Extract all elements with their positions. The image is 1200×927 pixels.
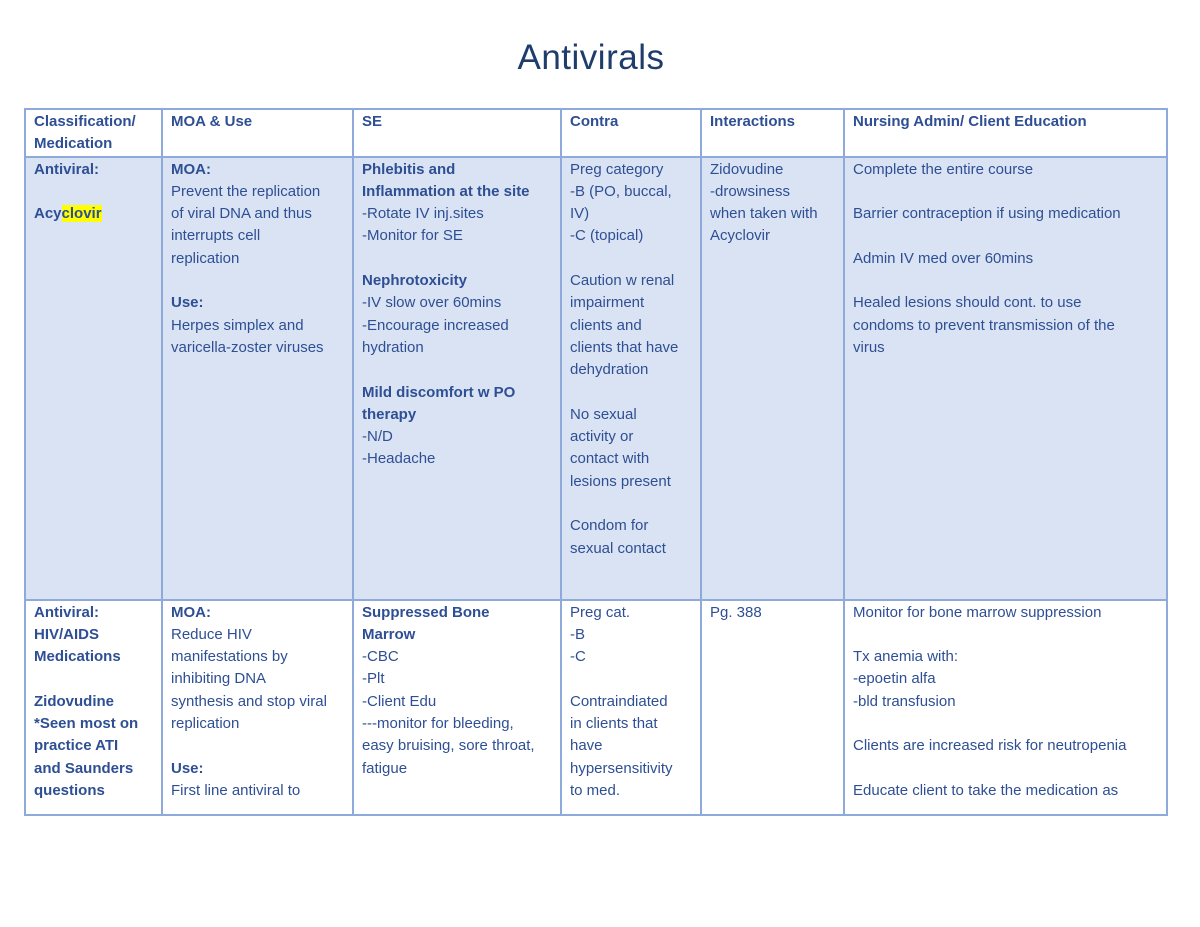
text-line: -N/D: [362, 428, 393, 446]
use-label: Use:: [171, 759, 204, 777]
text-line: -IV slow over 60mins: [362, 294, 502, 312]
text-line: fatigue: [362, 759, 408, 777]
nursing-item: [853, 602, 1159, 624]
header-interactions: Interactions: [701, 109, 844, 157]
header-moa: MOA & Use: [162, 109, 353, 157]
contra-caution: [570, 270, 693, 381]
text-line: Reduce HIV: [171, 625, 252, 643]
cell-nursing: [844, 600, 1167, 815]
text-line: questions: [34, 781, 105, 799]
text-line: dehydration: [570, 361, 649, 379]
classification-label: [34, 602, 154, 669]
header-row: [25, 109, 1167, 157]
use-label: Use:: [171, 294, 204, 312]
text-line: and Saunders: [34, 759, 134, 777]
text-line: Pg. 388: [710, 603, 762, 621]
text-line: Caution w renal: [570, 272, 675, 290]
text-line: -C: [570, 648, 586, 666]
text-line: No sexual: [570, 405, 637, 423]
text-line: Tx anemia with:: [853, 648, 959, 666]
moa-label: MOA:: [171, 603, 211, 621]
text-line: lesions present: [570, 472, 671, 490]
header-classification-line1: Classification/: [34, 113, 136, 130]
text-line: Monitor for bone marrow suppression: [853, 603, 1102, 621]
contra-text: [570, 691, 693, 802]
se-group-items: [362, 203, 553, 248]
page-title: Antivirals: [517, 38, 665, 77]
text-line: Healed lesions should cont. to use: [853, 294, 1082, 312]
nursing-item: [853, 203, 1159, 225]
nursing-item: [853, 646, 1159, 713]
header-contra: Contra: [561, 109, 701, 157]
antivirals-table: [24, 108, 1168, 816]
text-line: Nephrotoxicity: [362, 272, 468, 290]
drug-name-prefix: Acy: [34, 205, 62, 223]
text-line: contact with: [570, 450, 650, 468]
text-line: activity or: [570, 428, 634, 446]
text-line: clients that have: [570, 338, 679, 356]
cell-nursing: [844, 157, 1167, 600]
cell-classification: [25, 600, 162, 815]
contra-preg: [570, 602, 693, 669]
text-line: -C (topical): [570, 227, 644, 245]
text-line: First line antiviral to: [171, 781, 301, 799]
text-line: Preg cat.: [570, 603, 631, 621]
text-line: Acyclovir: [710, 227, 771, 245]
contra-sexual: [570, 404, 693, 493]
text-line: therapy: [362, 405, 417, 423]
text-line: Prevent the replication: [171, 182, 321, 200]
text-line: Herpes simplex and: [171, 316, 304, 334]
text-line: IV): [570, 205, 590, 223]
cell-moa: [162, 157, 353, 600]
text-line: Zidovudine: [710, 160, 784, 178]
text-line: -Monitor for SE: [362, 227, 463, 245]
text-line: in clients that: [570, 715, 658, 733]
text-line: impairment: [570, 294, 645, 312]
text-line: sexual contact: [570, 539, 666, 557]
text-line: Complete the entire course: [853, 160, 1034, 178]
se-group-items: [362, 646, 553, 780]
text-line: to med.: [570, 781, 621, 799]
text-line: replication: [171, 249, 240, 267]
nursing-item: [853, 292, 1159, 359]
text-line: -Headache: [362, 450, 436, 468]
nursing-item: [853, 735, 1159, 757]
se-group-items: [362, 292, 553, 359]
text-line: -B: [570, 625, 585, 643]
text-line: when taken with: [710, 205, 818, 223]
text-line: ---monitor for bleeding,: [362, 715, 514, 733]
table-row-zidovudine: [25, 600, 1167, 815]
text-line: virus: [853, 338, 885, 356]
highlighted-text: clovir: [61, 205, 102, 223]
cell-se: [353, 157, 561, 600]
se-group-title: [362, 382, 553, 427]
text-line: Inflammation at the site: [362, 182, 530, 200]
text-line: hypersensitivity: [570, 759, 673, 777]
use-text: [171, 315, 345, 360]
text-line: -Plt: [362, 670, 385, 688]
use-text: [171, 780, 345, 802]
text-line: clients and: [570, 316, 642, 334]
text-line: inhibiting DNA: [171, 670, 267, 688]
text-line: Mild discomfort w PO: [362, 383, 516, 401]
text-line: -Client Edu: [362, 692, 437, 710]
se-group-title: [362, 159, 553, 204]
classification-label: Antiviral:: [34, 160, 100, 178]
se-group-title: [362, 602, 553, 647]
header-classification: [25, 109, 162, 157]
text-line: hydration: [362, 338, 424, 356]
text-line: of viral DNA and thus: [171, 205, 312, 223]
text-line: -Encourage increased: [362, 316, 509, 334]
text-line: Clients are increased risk for neutropenia: [853, 737, 1127, 755]
nursing-item: [853, 159, 1159, 181]
contra-preg: [570, 159, 693, 248]
nursing-item: [853, 780, 1159, 802]
moa-text: [171, 624, 345, 735]
cell-contra: [561, 600, 701, 815]
text-line: HIV/AIDS: [34, 625, 100, 643]
text-line: replication: [171, 715, 240, 733]
text-line: Suppressed Bone: [362, 603, 490, 621]
text-line: -Rotate IV inj.sites: [362, 205, 484, 223]
text-line: -CBC: [362, 648, 399, 666]
cell-contra: [561, 157, 701, 600]
text-line: -B (PO, buccal,: [570, 182, 672, 200]
text-line: Barrier contraception if using medication: [853, 205, 1121, 223]
table-row-acyclovir: [25, 157, 1167, 600]
text-line: manifestations by: [171, 648, 288, 666]
text-line: practice ATI: [34, 737, 119, 755]
se-group-items: [362, 426, 553, 471]
text-line: easy bruising, sore throat,: [362, 737, 535, 755]
cell-interactions: [701, 600, 844, 815]
text-line: Preg category: [570, 160, 664, 178]
text-line: Marrow: [362, 625, 416, 643]
header-nursing: Nursing Admin/ Client Education: [844, 109, 1167, 157]
text-line: Condom for: [570, 517, 649, 535]
text-line: Educate client to take the medication as: [853, 781, 1119, 799]
text-line: Medications: [34, 648, 121, 666]
cell-classification: [25, 157, 162, 600]
text-line: -bld transfusion: [853, 692, 956, 710]
drug-name: [34, 203, 154, 225]
interactions-text: [710, 159, 836, 248]
nursing-item: [853, 248, 1159, 270]
text-line: interrupts cell: [171, 227, 261, 245]
drug-name: [34, 691, 154, 802]
moa-text: [171, 181, 345, 270]
contra-condom: [570, 515, 693, 560]
text-line: varicella-zoster viruses: [171, 338, 324, 356]
moa-label: MOA:: [171, 160, 211, 178]
text-line: *Seen most on: [34, 715, 139, 733]
header-se: SE: [353, 109, 561, 157]
cell-se: [353, 600, 561, 815]
text-line: -drowsiness: [710, 182, 791, 200]
text-line: have: [570, 737, 603, 755]
text-line: Contraindiated: [570, 692, 668, 710]
text-line: Admin IV med over 60mins: [853, 249, 1034, 267]
text-line: Phlebitis and: [362, 160, 456, 178]
text-line: condoms to prevent transmission of the: [853, 316, 1115, 334]
text-line: Antiviral:: [34, 603, 100, 621]
text-line: synthesis and stop viral: [171, 692, 327, 710]
text-line: Zidovudine: [34, 692, 114, 710]
text-line: -epoetin alfa: [853, 670, 936, 688]
cell-interactions: [701, 157, 844, 600]
cell-moa: [162, 600, 353, 815]
se-group-title: [362, 270, 553, 292]
header-classification-line2: Medication: [34, 135, 113, 153]
interactions-text: [710, 602, 836, 624]
